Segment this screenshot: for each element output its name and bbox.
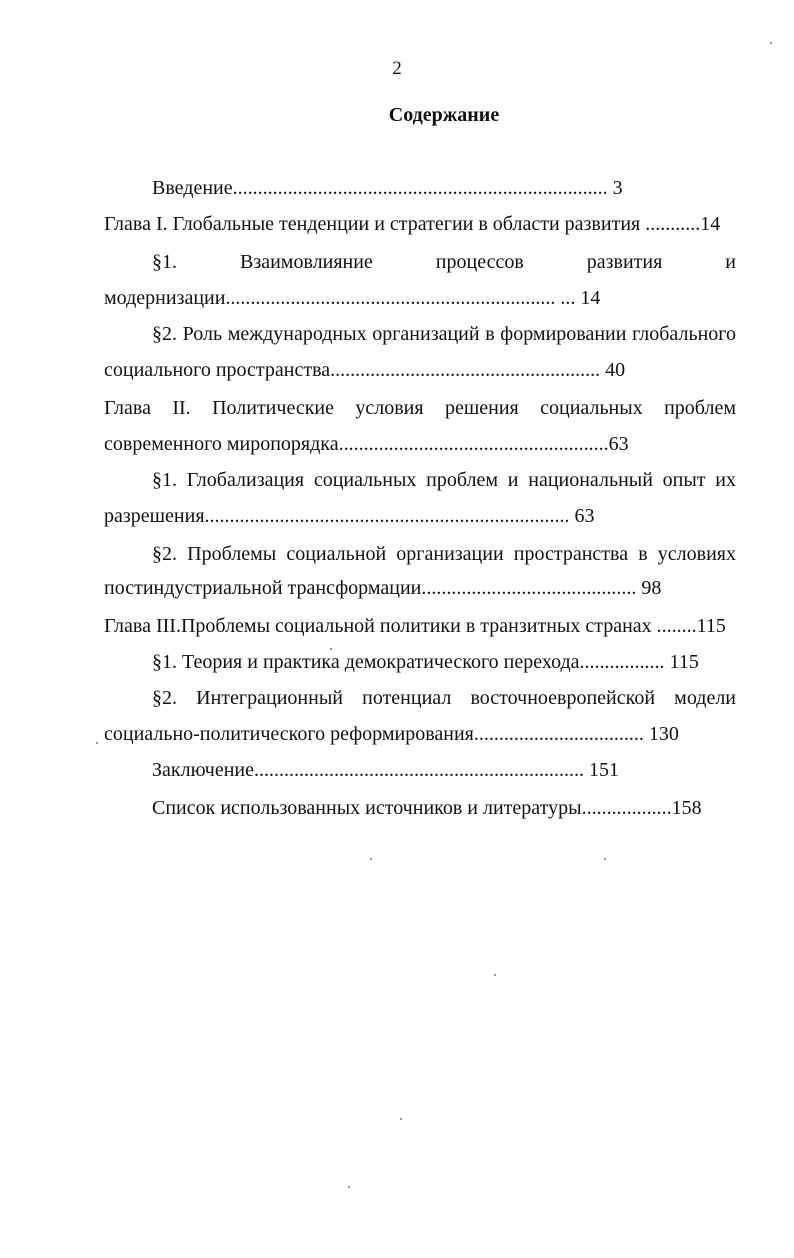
toc-entry-ch2-section-2-line2: постиндустриальной трансформации........................................... 98 <box>104 577 662 599</box>
scan-speck <box>400 1118 402 1120</box>
page-number: 2 <box>392 58 402 79</box>
scan-speck <box>96 742 98 744</box>
toc-entry-ch2-section-2-line1: §2. Проблемы социальной организации пространства в условиях <box>152 543 736 565</box>
toc-entry-ch2-section-1-line2: разрешения......................................................................... 63 <box>104 505 595 527</box>
toc-entry-introduction: Введение........................................................................... 3 <box>152 177 623 199</box>
toc-entry-ch1-section-2-line1: §2. Роль международных организаций в формировании глобального <box>152 323 736 345</box>
scan-speck <box>370 858 372 860</box>
toc-title: Содержание <box>388 104 500 126</box>
toc-entry-ch3-section-2-line1: §2. Интеграционный потенциал восточноевропейской модели <box>152 687 736 709</box>
toc-entry-ch3-section-1: §1. Теория и практика демократического перехода................. 115 <box>152 651 699 673</box>
toc-entry-ch3-section-2-line2: социально-политического реформирования.................................. 130 <box>104 723 679 745</box>
toc-entry-ch1-section-2-line2: социального пространства...................................................... 40 <box>104 359 626 381</box>
scan-speck <box>348 1186 350 1188</box>
toc-entry-chapter-2-line1: Глава II. Политические условия решения социальных проблем <box>104 397 736 419</box>
toc-entry-ch1-section-1-line1: §1. Взаимовлияние процессов развития и <box>152 251 736 273</box>
toc-entry-bibliography: Список использованных источников и литературы..................158 <box>152 797 702 819</box>
toc-entry-ch1-section-1-line2: модернизации.................................................................. ... 14 <box>104 287 601 309</box>
toc-entry-chapter-2-line2: современного миропорядка......................................................63 <box>104 433 629 455</box>
scan-speck <box>494 974 496 976</box>
toc-entry-chapter-1: Глава I. Глобальные тенденции и стратегии в области развития ...........14 <box>104 213 721 235</box>
scan-speck <box>770 42 772 44</box>
toc-entry-conclusion: Заключение.................................................................. 151 <box>152 759 619 781</box>
toc-entry-ch2-section-1-line1: §1. Глобализация социальных проблем и национальный опыт их <box>152 469 736 491</box>
toc-entry-chapter-3: Глава III.Проблемы социальной политики в транзитных странах ........115 <box>104 615 726 637</box>
scan-speck <box>330 648 332 650</box>
scan-speck <box>604 858 606 860</box>
